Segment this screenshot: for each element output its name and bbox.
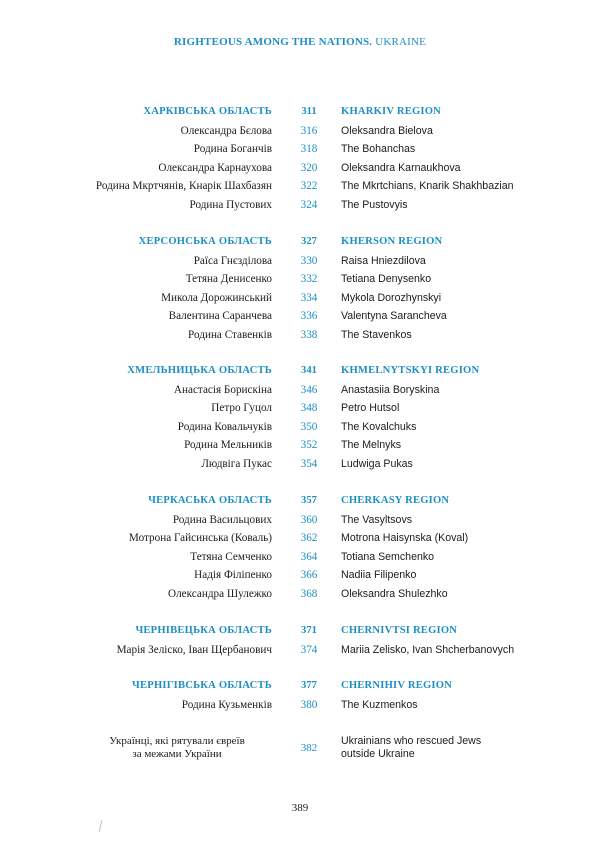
entry-name-en: The Pustovyis xyxy=(341,198,408,211)
region-section xyxy=(0,622,600,659)
entry-row[interactable] xyxy=(0,307,600,326)
entry-row[interactable] xyxy=(0,641,600,660)
entry-name-en: Mykola Dorozhynskyi xyxy=(341,291,442,304)
entry-page-number: 368 xyxy=(300,587,318,600)
entry-name-ua: Родина Васильцових xyxy=(172,513,272,526)
outside-page-number: 382 xyxy=(300,742,318,754)
entry-name-en: The Kuzmenkos xyxy=(341,698,418,711)
entry-name-ua: Родина Кузьменків xyxy=(181,698,272,711)
entry-page-number: 366 xyxy=(300,569,318,581)
entry-row[interactable] xyxy=(0,122,600,141)
entry-page-number: 346 xyxy=(300,383,318,396)
entry-row[interactable] xyxy=(0,566,600,585)
region-page-number: 377 xyxy=(301,680,317,691)
entry-name-en: Totiana Semchenko xyxy=(341,550,435,563)
entry-name-en: Tetiana Denysenko xyxy=(341,273,432,285)
entry-name-ua: Мотрона Гайсинська (Коваль) xyxy=(128,532,272,544)
entry-row[interactable] xyxy=(0,252,600,271)
entry-name-ua: Раїса Гнєзділова xyxy=(193,254,272,267)
entry-name-ua: Олександра Бєлова xyxy=(180,124,272,137)
region-section xyxy=(0,362,600,473)
entry-page-number: 380 xyxy=(300,698,318,711)
entry-page-number: 338 xyxy=(300,328,318,341)
entry-page-number: 332 xyxy=(300,273,318,285)
outside-en-label: Ukrainians who rescued Jews outside Ukraine xyxy=(341,735,482,760)
entry-row[interactable] xyxy=(0,159,600,178)
entry-row[interactable] xyxy=(0,436,600,455)
entry-name-ua: Родина Боганчів xyxy=(193,143,272,155)
entry-page-number: 318 xyxy=(300,143,318,155)
region-title-ua: ЧЕРНІВЕЦЬКА ОБЛАСТЬ xyxy=(135,625,272,636)
entry-name-ua: Родина Пустових xyxy=(189,198,272,211)
entry-page-number: 336 xyxy=(300,310,318,322)
region-title-en: CHERKASY REGION xyxy=(341,495,450,506)
header-title: RIGHTEOUS AMONG THE NATIONS. xyxy=(173,36,373,48)
entry-name-en: The Vasyltsovs xyxy=(341,513,413,526)
entry-name-ua: Олександра Шулежко xyxy=(167,587,272,600)
entry-name-ua: Петро Гуцол xyxy=(211,402,272,414)
entry-name-ua: Валентина Саранчева xyxy=(168,310,272,322)
entry-name-en: The Melnyks xyxy=(341,439,402,451)
header-country: UKRAINE xyxy=(375,36,427,48)
entry-row[interactable] xyxy=(0,196,600,215)
entry-page-number: 352 xyxy=(300,439,318,451)
running-header xyxy=(0,36,600,48)
entry-name-en: Oleksandra Bielova xyxy=(341,124,433,137)
region-title-en: KHMELNYTSKYI REGION xyxy=(341,365,480,376)
region-section xyxy=(0,103,600,214)
entry-name-ua: Тетяна Семченко xyxy=(190,550,272,563)
entry-name-en: Mariia Zelisko, Ivan Shcherbanovych xyxy=(341,643,515,656)
entry-name-en: The Stavenkos xyxy=(341,328,412,341)
entry-name-ua: Надія Філіпенко xyxy=(194,569,272,581)
entry-name-en: Anastasiia Boryskina xyxy=(341,383,440,396)
region-title-ua: ХЕРСОНСЬКА ОБЛАСТЬ xyxy=(138,236,272,247)
region-heading[interactable] xyxy=(0,492,600,511)
entry-name-en: Valentyna Sarancheva xyxy=(341,310,447,322)
entry-page-number: 348 xyxy=(300,402,318,414)
region-page-number: 357 xyxy=(301,495,317,506)
region-title-en: KHARKIV REGION xyxy=(341,106,442,117)
region-title-en: CHERNIVTSI REGION xyxy=(341,625,458,636)
region-title-ua: ЧЕРНІГІВСЬКА ОБЛАСТЬ xyxy=(132,680,272,691)
entry-page-number: 360 xyxy=(300,513,318,526)
entry-name-en: The Mkrtchians, Knarik Shakhbazian xyxy=(341,180,514,192)
entry-page-number: 364 xyxy=(300,550,318,563)
region-section xyxy=(0,677,600,714)
entry-row[interactable] xyxy=(0,548,600,567)
region-heading[interactable] xyxy=(0,677,600,696)
entry-page-number: 320 xyxy=(300,161,318,174)
entry-page-number: 316 xyxy=(300,124,318,137)
entry-name-en: Petro Hutsol xyxy=(341,402,400,414)
entry-page-number: 354 xyxy=(300,457,318,470)
entry-row[interactable] xyxy=(0,511,600,530)
region-title-ua: ЧЕРКАСЬКА ОБЛАСТЬ xyxy=(148,495,272,506)
pencil-mark xyxy=(99,820,102,832)
entry-name-en: The Bohanchas xyxy=(341,143,416,155)
entry-page-number: 362 xyxy=(300,532,318,544)
region-heading[interactable] xyxy=(0,233,600,252)
entry-row[interactable] xyxy=(0,399,600,418)
region-section xyxy=(0,233,600,344)
entry-row[interactable] xyxy=(0,381,600,400)
entry-name-en: Nadiia Filipenko xyxy=(341,569,417,581)
entry-name-en: The Kovalchuks xyxy=(341,420,417,433)
entry-name-ua: Родина Ковальчуків xyxy=(177,420,272,433)
entry-name-ua: Людвіга Пукас xyxy=(201,457,272,470)
entry-name-ua: Олександра Карнаухова xyxy=(158,161,272,174)
entry-row[interactable] xyxy=(0,326,600,345)
region-page-number: 327 xyxy=(301,236,317,247)
entry-page-number: 330 xyxy=(300,254,318,267)
entry-page-number: 334 xyxy=(300,291,318,304)
entry-name-ua: Родина Мкртчянів, Кнарік Шахбазян xyxy=(95,180,272,192)
outside-ua-label: Українці, які рятували євреїв за межами України xyxy=(109,735,245,760)
entry-name-en: Ludwiga Pukas xyxy=(341,457,413,470)
entry-name-ua: Микола Дорожинський xyxy=(161,291,272,304)
region-title-ua: ХМЕЛЬНИЦЬКА ОБЛАСТЬ xyxy=(127,365,272,376)
entry-row[interactable] xyxy=(0,696,600,715)
entry-page-number: 374 xyxy=(300,643,318,656)
region-page-number: 341 xyxy=(301,365,317,376)
region-section xyxy=(0,492,600,603)
region-heading[interactable] xyxy=(0,362,600,381)
entry-page-number: 350 xyxy=(300,420,318,433)
entry-name-ua: Родина Ставенків xyxy=(188,328,272,341)
entry-row[interactable] xyxy=(0,289,600,308)
region-heading[interactable] xyxy=(0,622,600,641)
entry-name-ua: Марія Зеліско, Іван Щербанович xyxy=(116,643,272,656)
entry-name-en: Oleksandra Karnaukhova xyxy=(341,161,461,174)
entry-name-en: Oleksandra Shulezhko xyxy=(341,587,448,600)
region-title-en: CHERNIHIV REGION xyxy=(341,680,453,691)
region-heading[interactable] xyxy=(0,103,600,122)
region-page-number: 371 xyxy=(301,625,317,636)
entry-page-number: 322 xyxy=(300,180,318,192)
entry-name-en: Raisa Hniezdilova xyxy=(341,254,426,267)
entry-name-en: Motrona Haisynska (Koval) xyxy=(341,532,469,544)
entry-row[interactable] xyxy=(0,140,600,159)
entry-name-ua: Тетяна Денисенко xyxy=(185,273,272,285)
entry-row[interactable] xyxy=(0,455,600,474)
region-title-en: KHERSON REGION xyxy=(341,236,443,247)
entry-row[interactable] xyxy=(0,270,600,289)
entry-row[interactable] xyxy=(0,418,600,437)
region-title-ua: ХАРКІВСЬКА ОБЛАСТЬ xyxy=(143,106,272,117)
page-number: 389 xyxy=(291,802,309,814)
entry-page-number: 324 xyxy=(300,198,318,211)
entry-name-ua: Анастасія Борискіна xyxy=(173,383,272,396)
entry-row[interactable] xyxy=(0,529,600,548)
entry-name-ua: Родина Мельників xyxy=(184,439,272,451)
entry-row[interactable] xyxy=(0,177,600,196)
entry-row[interactable] xyxy=(0,585,600,604)
region-page-number: 311 xyxy=(301,106,317,117)
